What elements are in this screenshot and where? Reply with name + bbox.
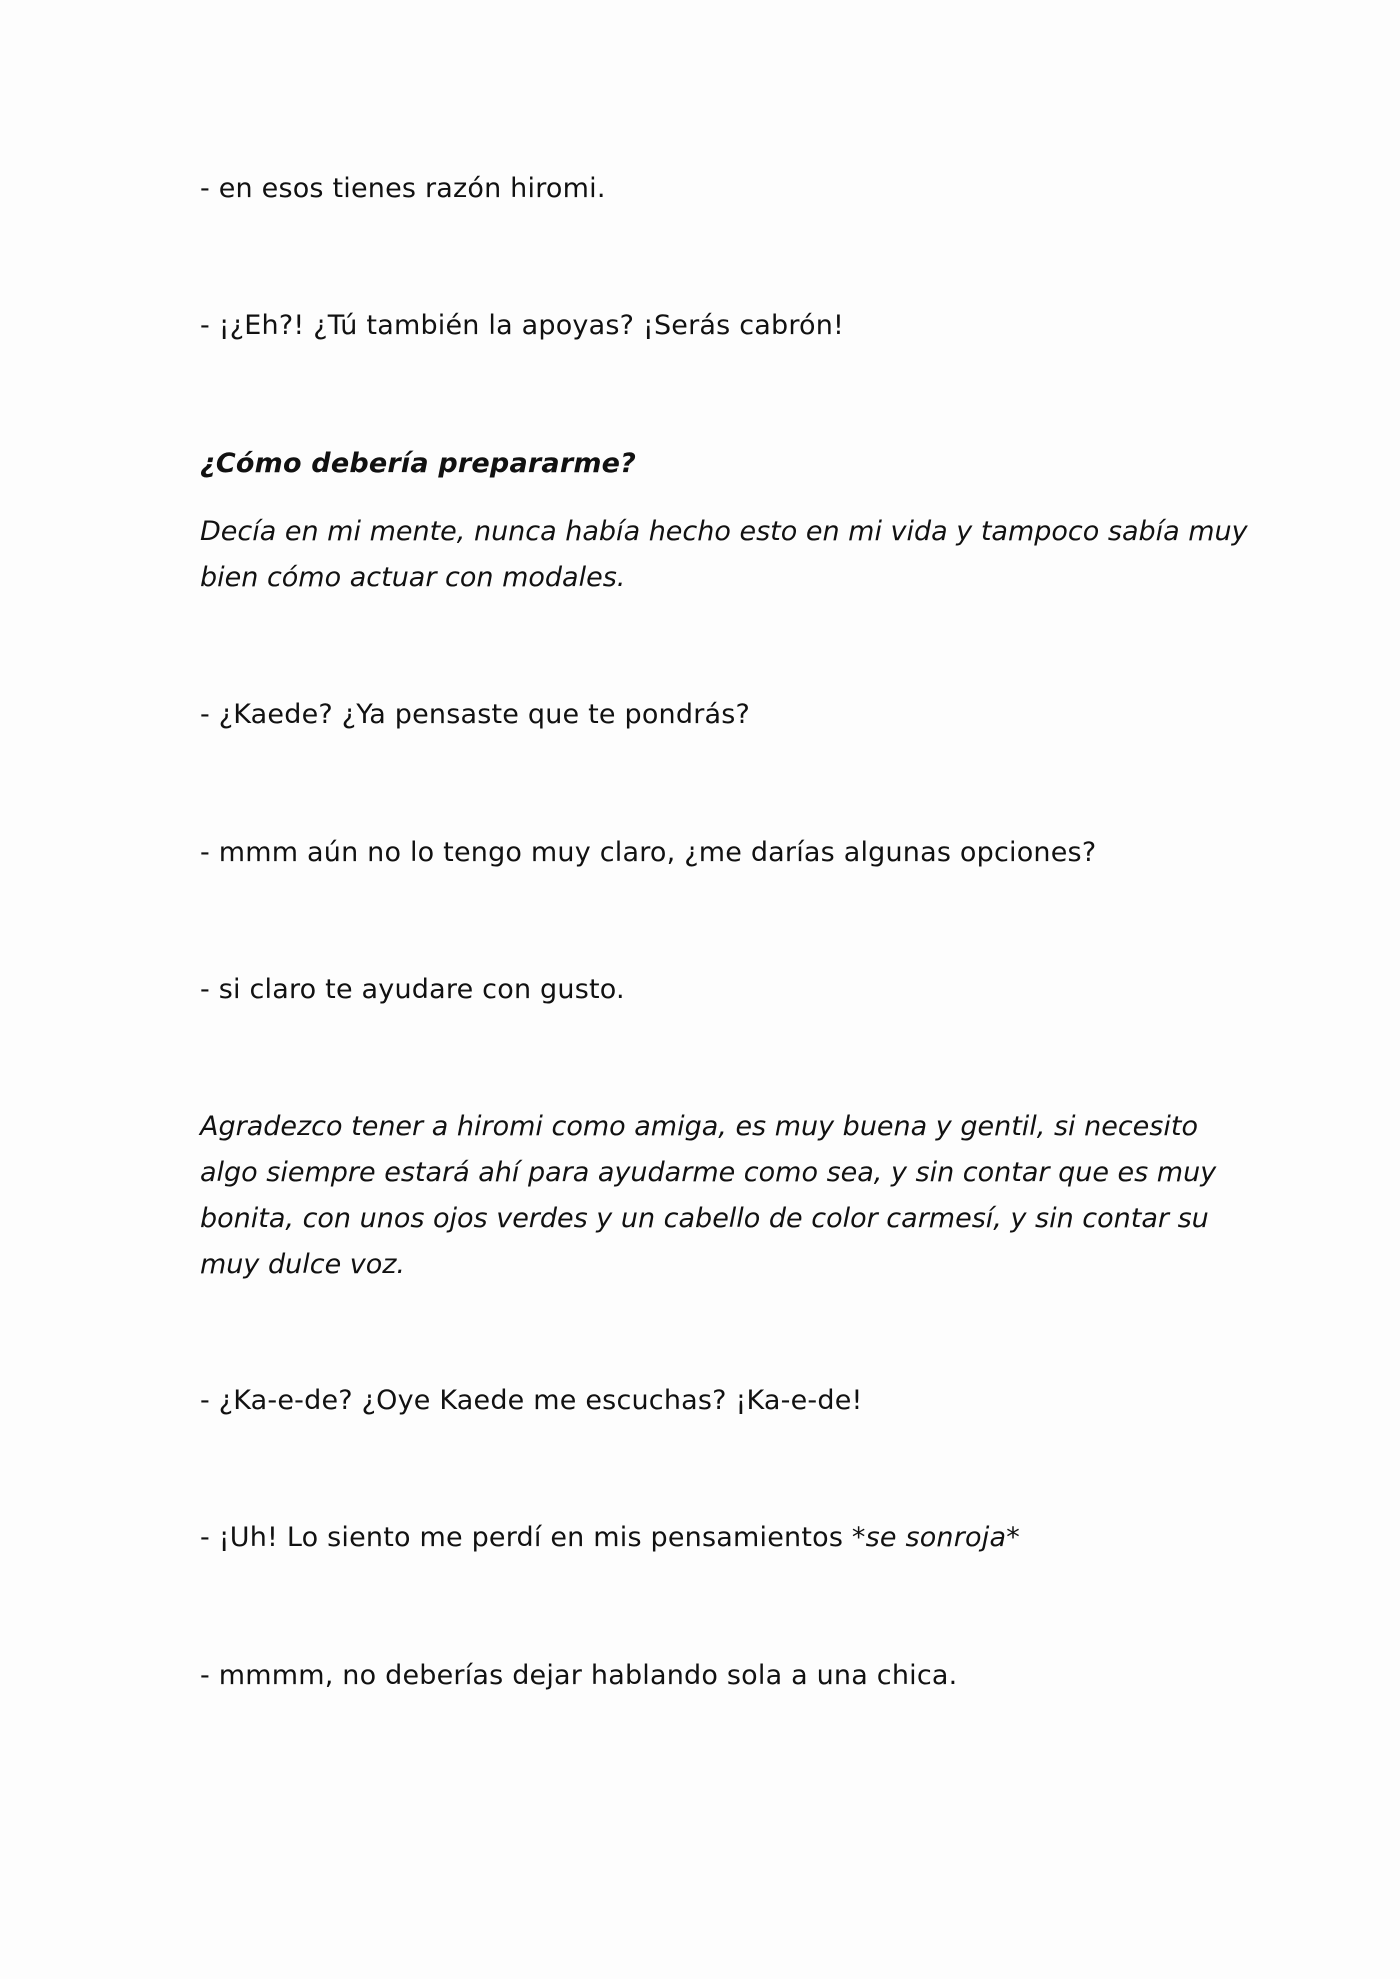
dialogue-text: - ¡Uh! Lo siento me perdí en mis pensamientos — [200, 1522, 852, 1553]
dialogue-line — [200, 1515, 1200, 1561]
action-emphasis: *se sonroja* — [851, 1522, 1020, 1553]
paragraph-line: muy dulce voz. — [200, 1249, 406, 1280]
dialogue-line: - mmmm, no deberías dejar hablando sola a una chica. — [200, 1660, 958, 1691]
paragraph-line: bonita, con unos ojos verdes y un cabello de color carmesí, y sin contar su — [200, 1203, 1209, 1234]
dialogue-line: - si claro te ayudare con gusto. — [200, 974, 625, 1005]
dialogue-line: - ¿Kaede? ¿Ya pensaste que te pondrás? — [200, 699, 751, 730]
dialogue-line: - mmm aún no lo tengo muy claro, ¿me darías algunas opciones? — [200, 837, 1097, 868]
paragraph-line: bien cómo actuar con modales. — [200, 562, 626, 593]
section-heading: ¿Cómo debería prepararme? — [200, 448, 637, 479]
narration-paragraph — [200, 509, 1248, 601]
paragraph-line: algo siempre estará ahí para ayudarme como sea, y sin contar que es muy — [200, 1157, 1217, 1188]
paragraph-line: Decía en mi mente, nunca había hecho esto en mi vida y tampoco sabía muy — [200, 516, 1248, 547]
dialogue-line: - en esos tienes razón hiromi. — [200, 173, 606, 204]
dialogue-line: - ¡¿Eh?! ¿Tú también la apoyas? ¡Serás cabrón! — [200, 310, 845, 341]
dialogue-line: - ¿Ka-e-de? ¿Oye Kaede me escuchas? ¡Ka-e-de! — [200, 1385, 863, 1416]
paragraph-line: Agradezco tener a hiromi como amiga, es muy buena y gentil, si necesito — [200, 1111, 1198, 1142]
narration-paragraph — [200, 1104, 1217, 1288]
